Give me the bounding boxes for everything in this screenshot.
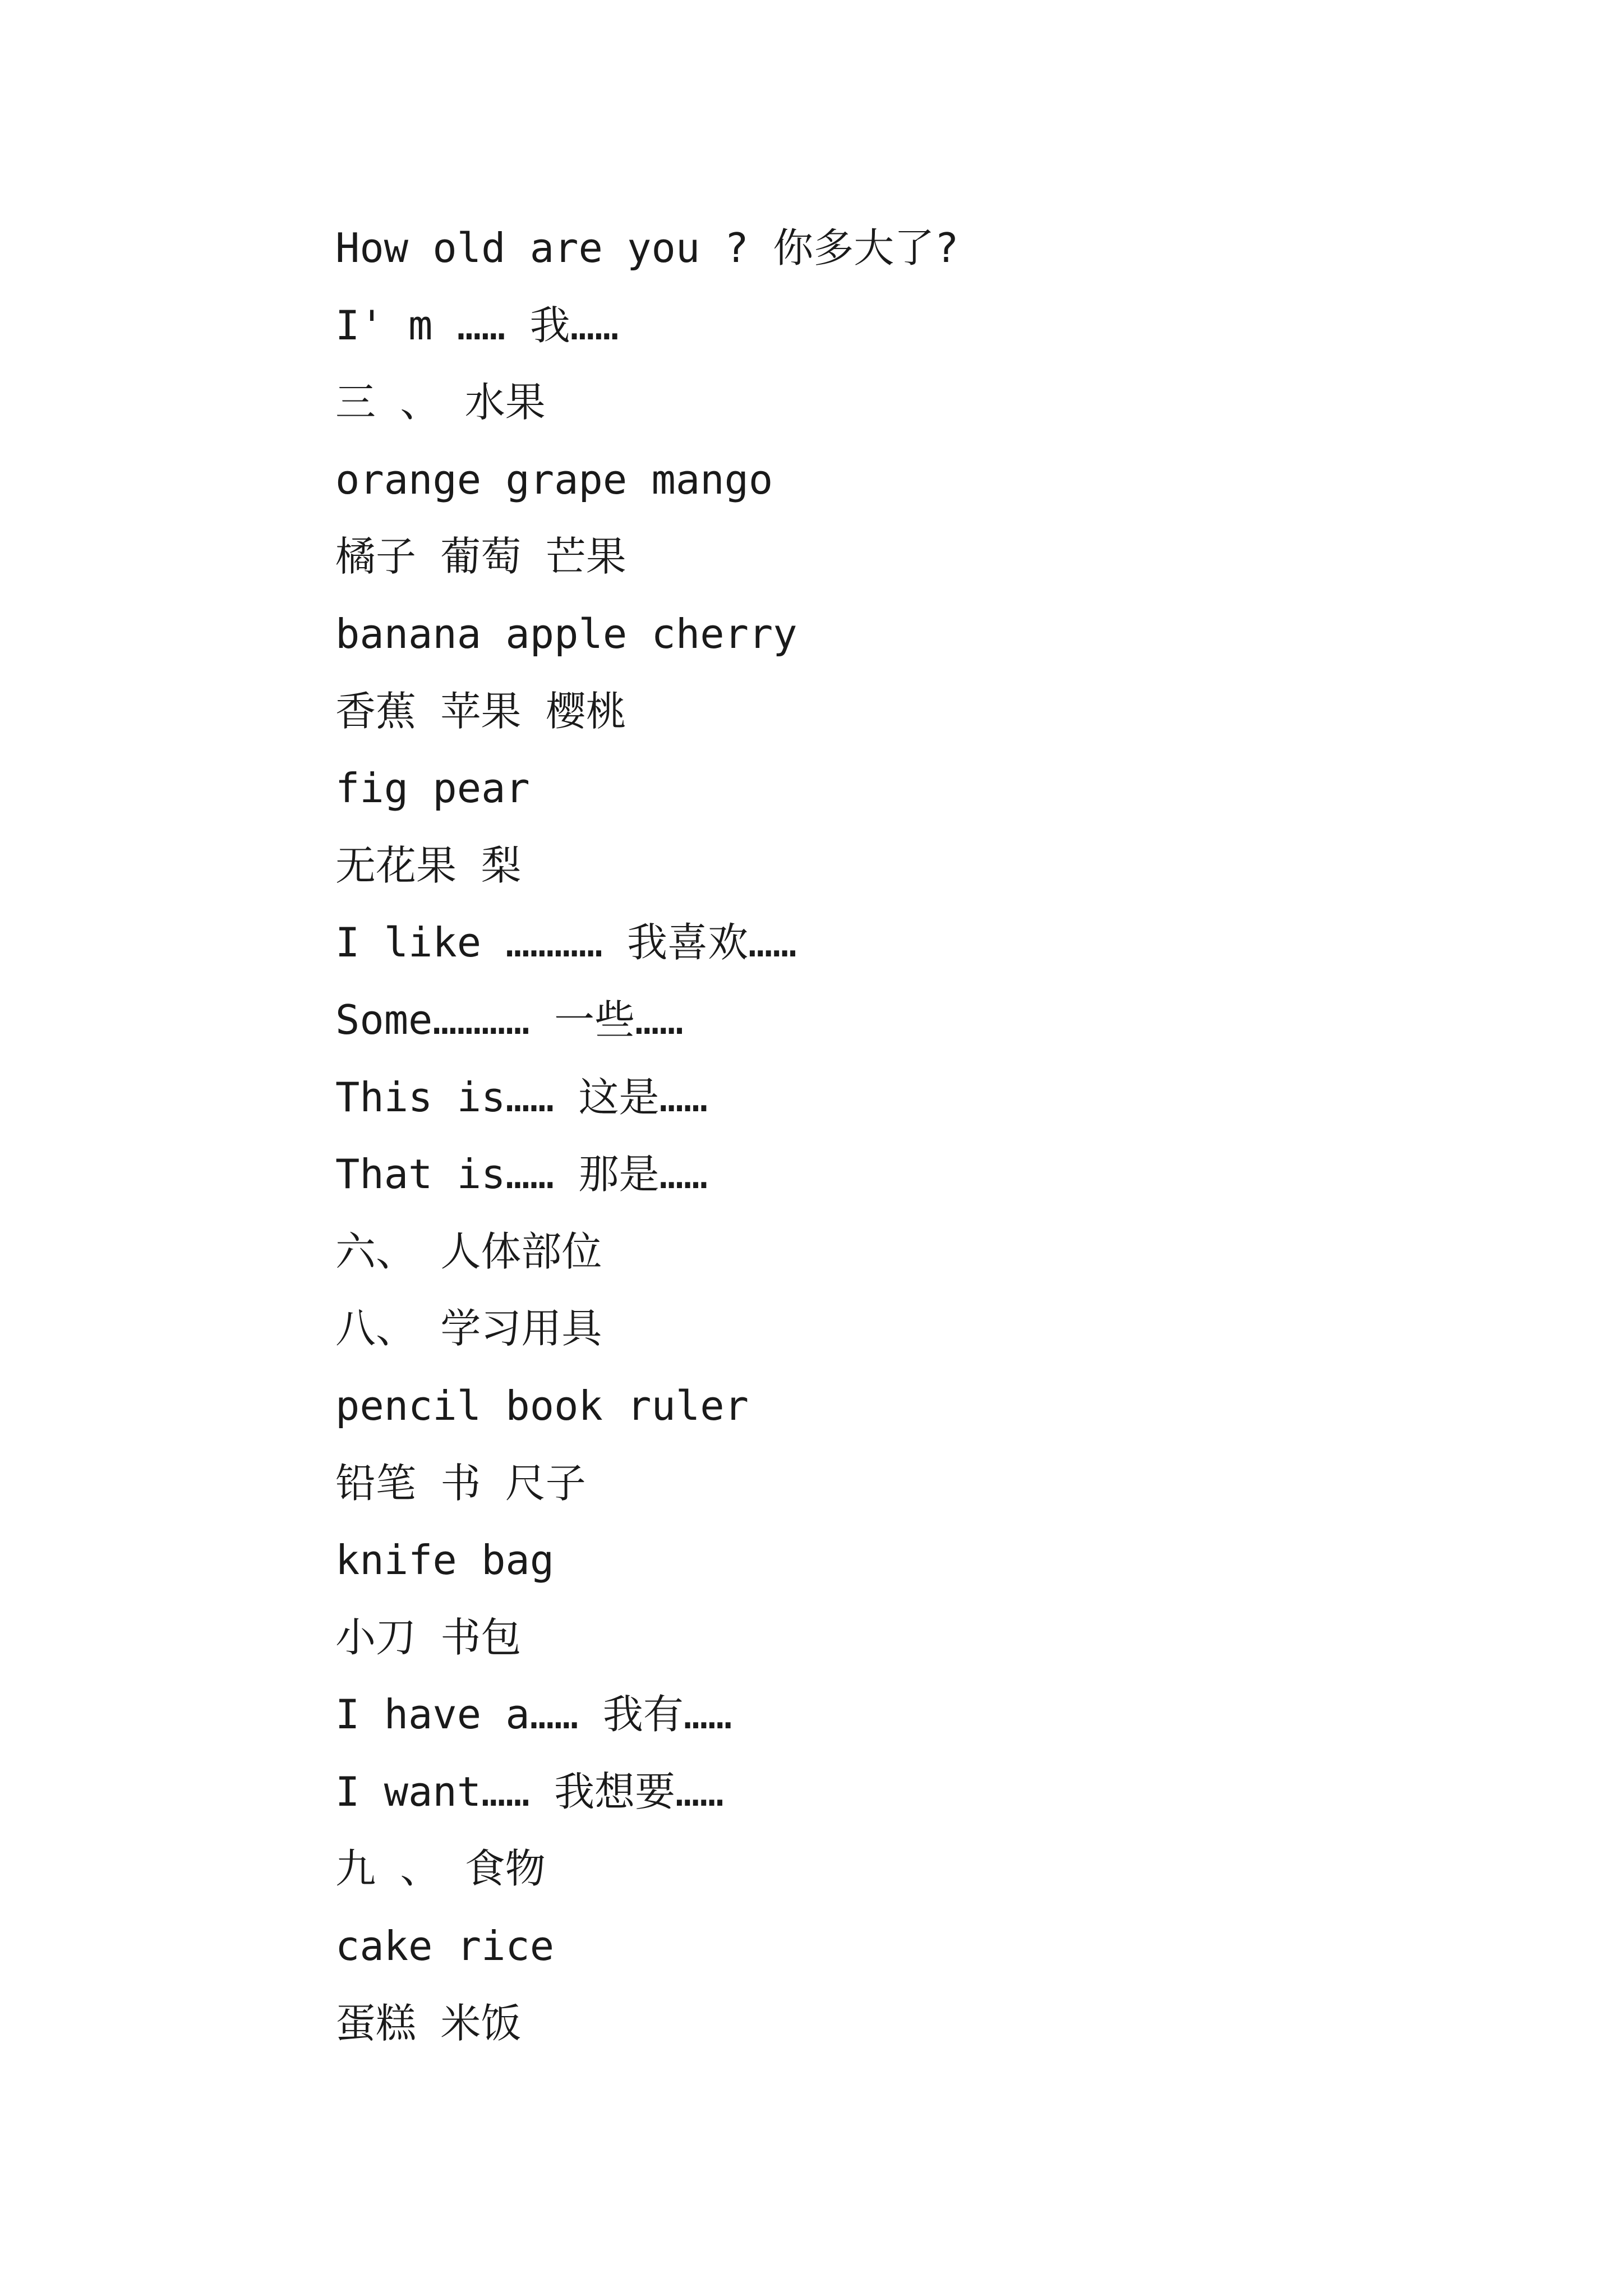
section-heading: 九 、 食物 bbox=[335, 1845, 546, 1893]
text-line: orange grape mango bbox=[335, 455, 773, 503]
text-line: I like ………… 我喜欢…… bbox=[335, 919, 797, 967]
text-lines bbox=[335, 210, 1513, 2062]
text-line: I' m …… 我…… bbox=[335, 301, 619, 349]
text-line: 小刀 书包 bbox=[335, 1613, 522, 1661]
section-heading: 八、 学习用具 bbox=[335, 1305, 602, 1352]
text-line: I want…… 我想要…… bbox=[335, 1768, 724, 1815]
section-heading: 三 、 水果 bbox=[335, 379, 546, 426]
text-line: This is…… 这是…… bbox=[335, 1073, 708, 1121]
text-line: 铅笔 书 尺子 bbox=[335, 1459, 586, 1507]
text-line: 无花果 梨 bbox=[335, 841, 522, 889]
text-line: cake rice bbox=[335, 1922, 555, 1970]
text-line: 蛋糕 米饭 bbox=[335, 1999, 522, 2047]
section-heading: 六、 人体部位 bbox=[335, 1227, 602, 1275]
text-line: 橘子 葡萄 芒果 bbox=[335, 533, 626, 581]
text-line: That is…… 那是…… bbox=[335, 1151, 708, 1198]
text-line: How old are you ? 你多大了? bbox=[335, 224, 959, 272]
text-line: Some………… 一些…… bbox=[335, 996, 684, 1043]
text-line: fig pear bbox=[335, 765, 530, 812]
text-line: banana apple cherry bbox=[335, 610, 797, 657]
text-line: pencil book ruler bbox=[335, 1382, 749, 1429]
text-line: 香蕉 苹果 樱桃 bbox=[335, 687, 626, 735]
text-line: I have a…… 我有…… bbox=[335, 1691, 732, 1738]
text-line: knife bag bbox=[335, 1536, 555, 1584]
